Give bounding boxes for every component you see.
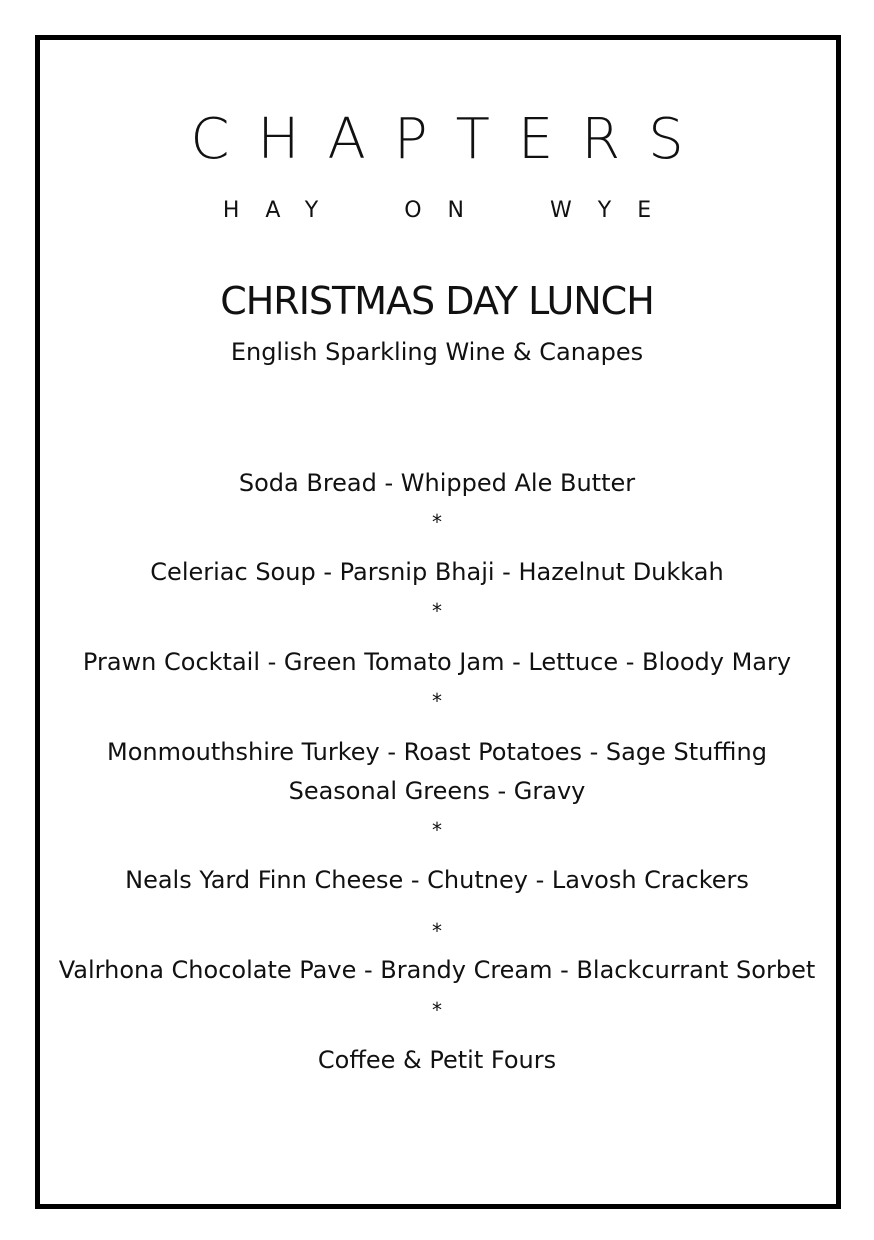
location-word: WYE: [550, 198, 678, 223]
course-item: Soda Bread - Whipped Ale Butter: [238, 469, 636, 497]
brand-logo-text: CHAPTERS: [190, 107, 712, 172]
location-text: [0, 200, 874, 222]
course-separator: *: [432, 689, 442, 713]
course-item: Celeriac Soup - Parsnip Bhaji - Hazelnut Dukkah: [150, 558, 724, 586]
course-item: Neals Yard Finn Cheese - Chutney - Lavosh Crackers: [125, 866, 749, 894]
course-separator: *: [432, 998, 442, 1022]
course-separator: *: [432, 818, 442, 842]
location-word: HAY: [222, 198, 345, 223]
course-item: Prawn Cocktail - Green Tomato Jam - Lettuce - Bloody Mary: [82, 648, 792, 676]
location-word: ON: [404, 198, 490, 223]
menu-subtitle: English Sparkling Wine & Canapes: [230, 338, 644, 366]
course-item: Seasonal Greens - Gravy: [288, 777, 586, 805]
course-item: Monmouthshire Turkey - Roast Potatoes - Sage Stuffing: [107, 738, 767, 766]
course-item: Coffee & Petit Fours: [317, 1046, 557, 1074]
menu-title: CHRISTMAS DAY LUNCH: [220, 279, 654, 323]
course-separator: *: [432, 599, 442, 623]
course-item: Valrhona Chocolate Pave - Brandy Cream - Blackcurrant Sorbet: [58, 956, 816, 984]
course-separator: *: [432, 919, 442, 943]
course-separator: *: [432, 510, 442, 534]
